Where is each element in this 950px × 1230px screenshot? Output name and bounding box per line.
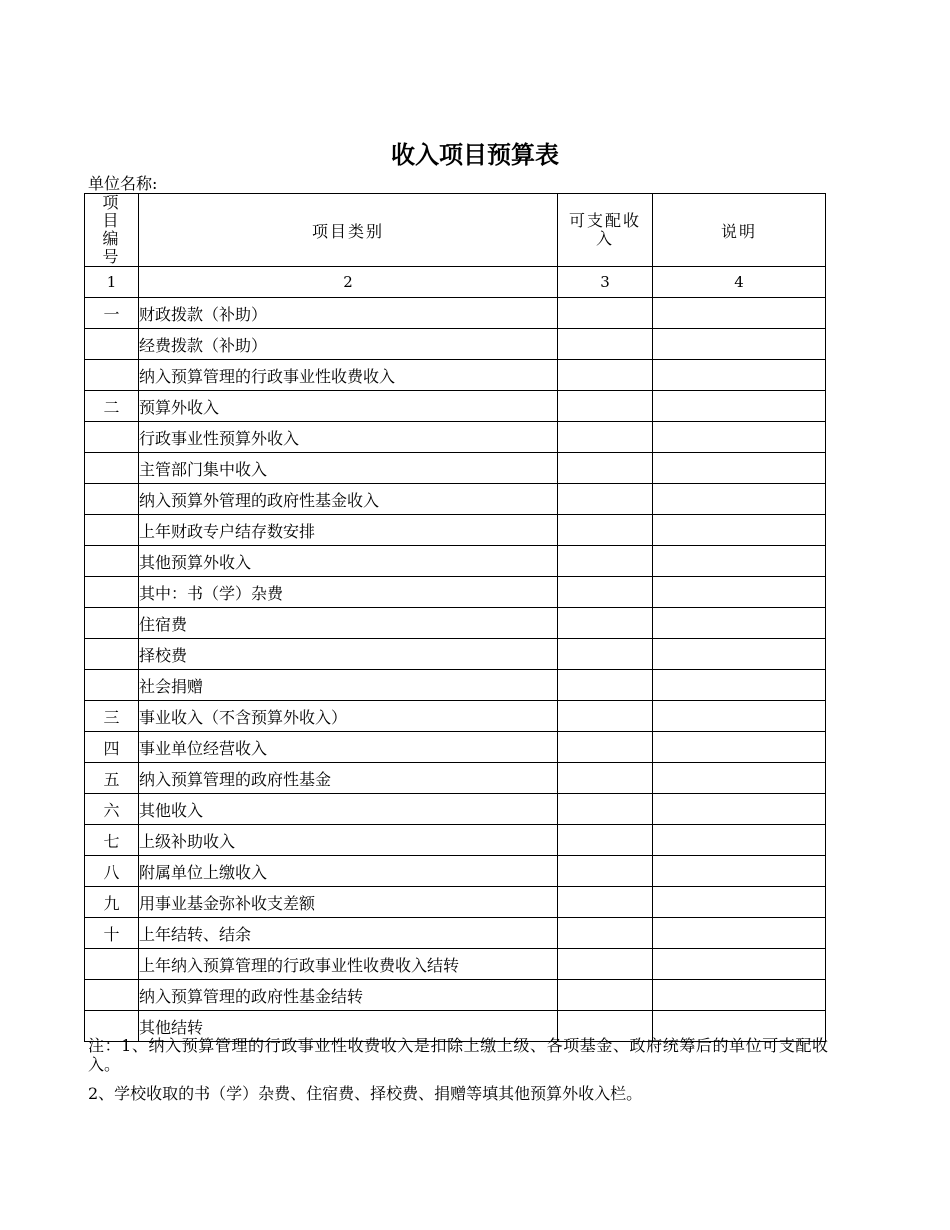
remarks-cell[interactable] [653,546,826,577]
table-row [85,484,826,515]
remarks-cell[interactable] [653,298,826,329]
disposable-income-cell[interactable] [558,484,653,515]
disposable-income-cell[interactable] [558,639,653,670]
item-category-cell: 其他收入 [139,794,558,825]
remarks-cell[interactable] [653,794,826,825]
item-category-cell: 其他预算外收入 [139,546,558,577]
unit-name-label: 单位名称: [88,174,158,193]
item-number-cell [85,329,139,360]
disposable-income-cell[interactable] [558,856,653,887]
disposable-income-cell[interactable] [558,453,653,484]
item-number-cell [85,980,139,1011]
remarks-cell[interactable] [653,670,826,701]
remarks-cell[interactable] [653,639,826,670]
table-row [85,329,826,360]
table-header-row [85,194,826,267]
disposable-income-cell[interactable] [558,670,653,701]
column-number: 2 [139,267,558,298]
table-row [85,453,826,484]
disposable-income-cell[interactable] [558,298,653,329]
disposable-income-cell[interactable] [558,732,653,763]
table-row [85,422,826,453]
disposable-income-cell[interactable] [558,329,653,360]
remarks-cell[interactable] [653,732,826,763]
item-category-cell: 社会捐赠 [139,670,558,701]
remarks-cell[interactable] [653,360,826,391]
table-row [85,856,826,887]
item-category-cell: 事业单位经营收入 [139,732,558,763]
disposable-income-cell[interactable] [558,763,653,794]
item-category-cell: 其中：书（学）杂费 [139,577,558,608]
item-number-cell: 七 [85,825,139,856]
disposable-income-cell[interactable] [558,546,653,577]
table-row [85,639,826,670]
remarks-cell[interactable] [653,887,826,918]
remarks-cell[interactable] [653,577,826,608]
disposable-income-cell[interactable] [558,887,653,918]
disposable-income-cell[interactable] [558,360,653,391]
item-number-cell: 二 [85,391,139,422]
table-row [85,298,826,329]
disposable-income-cell[interactable] [558,949,653,980]
table-row [85,546,826,577]
table-row [85,732,826,763]
column-number-row [85,267,826,298]
item-category-cell: 行政事业性预算外收入 [139,422,558,453]
remarks-cell[interactable] [653,763,826,794]
item-number-cell [85,546,139,577]
disposable-income-cell[interactable] [558,918,653,949]
disposable-income-cell[interactable] [558,794,653,825]
remarks-cell[interactable] [653,484,826,515]
note-1: 注：1、纳入预算管理的行政事业性收费收入是扣除上缴上级、各项基金、政府统筹后的单位可支配收入。 [88,1036,828,1074]
remarks-cell[interactable] [653,422,826,453]
item-category-cell: 附属单位上缴收入 [139,856,558,887]
item-number-cell [85,608,139,639]
item-number-cell [85,422,139,453]
item-category-cell: 其他结转 [139,1011,558,1042]
item-number-cell [85,360,139,391]
item-number-cell: 六 [85,794,139,825]
item-number-cell [85,639,139,670]
item-category-cell: 上年结转、结余 [139,918,558,949]
disposable-income-cell[interactable] [558,825,653,856]
header-remarks: 说明 [653,194,826,267]
table-row [85,360,826,391]
table-row [85,391,826,422]
disposable-income-cell[interactable] [558,391,653,422]
item-category-cell: 用事业基金弥补收支差额 [139,887,558,918]
item-category-cell: 纳入预算管理的政府性基金结转 [139,980,558,1011]
header-item-no: 项目编号 [85,194,139,267]
remarks-cell[interactable] [653,918,826,949]
header-category: 项目类别 [139,194,558,267]
item-category-cell: 上年财政专户结存数安排 [139,515,558,546]
remarks-cell[interactable] [653,949,826,980]
header-disposable-income: 可支配收入 [558,194,653,267]
item-category-cell: 纳入预算管理的行政事业性收费收入 [139,360,558,391]
table-row [85,763,826,794]
item-number-cell: 五 [85,763,139,794]
table-row [85,515,826,546]
remarks-cell[interactable] [653,391,826,422]
table-row [85,794,826,825]
item-category-cell: 上年纳入预算管理的行政事业性收费收入结转 [139,949,558,980]
item-number-cell: 四 [85,732,139,763]
item-number-cell [85,453,139,484]
income-budget-table [84,193,826,1042]
disposable-income-cell[interactable] [558,422,653,453]
remarks-cell[interactable] [653,515,826,546]
item-number-cell: 十 [85,918,139,949]
remarks-cell[interactable] [653,701,826,732]
item-category-cell: 住宿费 [139,608,558,639]
disposable-income-cell[interactable] [558,608,653,639]
table-row [85,887,826,918]
remarks-cell[interactable] [653,329,826,360]
disposable-income-cell[interactable] [558,701,653,732]
disposable-income-cell[interactable] [558,515,653,546]
item-number-cell: 三 [85,701,139,732]
remarks-cell[interactable] [653,608,826,639]
item-category-cell: 经费拨款（补助） [139,329,558,360]
item-category-cell: 纳入预算外管理的政府性基金收入 [139,484,558,515]
column-number: 4 [653,267,826,298]
remarks-cell[interactable] [653,980,826,1011]
item-number-cell [85,949,139,980]
page-title: 收入项目预算表 [391,141,559,169]
table-row [85,980,826,1011]
table-row [85,825,826,856]
column-number: 1 [85,267,139,298]
item-number-cell [85,515,139,546]
disposable-income-cell[interactable] [558,577,653,608]
table-row [85,670,826,701]
table-row [85,918,826,949]
item-category-cell: 事业收入（不含预算外收入） [139,701,558,732]
item-number-cell: 一 [85,298,139,329]
item-number-cell: 八 [85,856,139,887]
table-row [85,577,826,608]
item-category-cell: 择校费 [139,639,558,670]
item-number-cell: 九 [85,887,139,918]
remarks-cell[interactable] [653,825,826,856]
table-row [85,701,826,732]
table-row [85,949,826,980]
item-number-cell [85,670,139,701]
notes [88,1036,828,1113]
column-number: 3 [558,267,653,298]
remarks-cell[interactable] [653,856,826,887]
item-number-cell [85,484,139,515]
item-category-cell: 主管部门集中收入 [139,453,558,484]
disposable-income-cell[interactable] [558,980,653,1011]
table-row [85,608,826,639]
remarks-cell[interactable] [653,453,826,484]
item-category-cell: 预算外收入 [139,391,558,422]
note-2: 2、学校收取的书（学）杂费、住宿费、择校费、捐赠等填其他预算外收入栏。 [88,1084,643,1103]
item-number-cell [85,577,139,608]
item-category-cell: 纳入预算管理的政府性基金 [139,763,558,794]
item-category-cell: 财政拨款（补助） [139,298,558,329]
item-category-cell: 上级补助收入 [139,825,558,856]
